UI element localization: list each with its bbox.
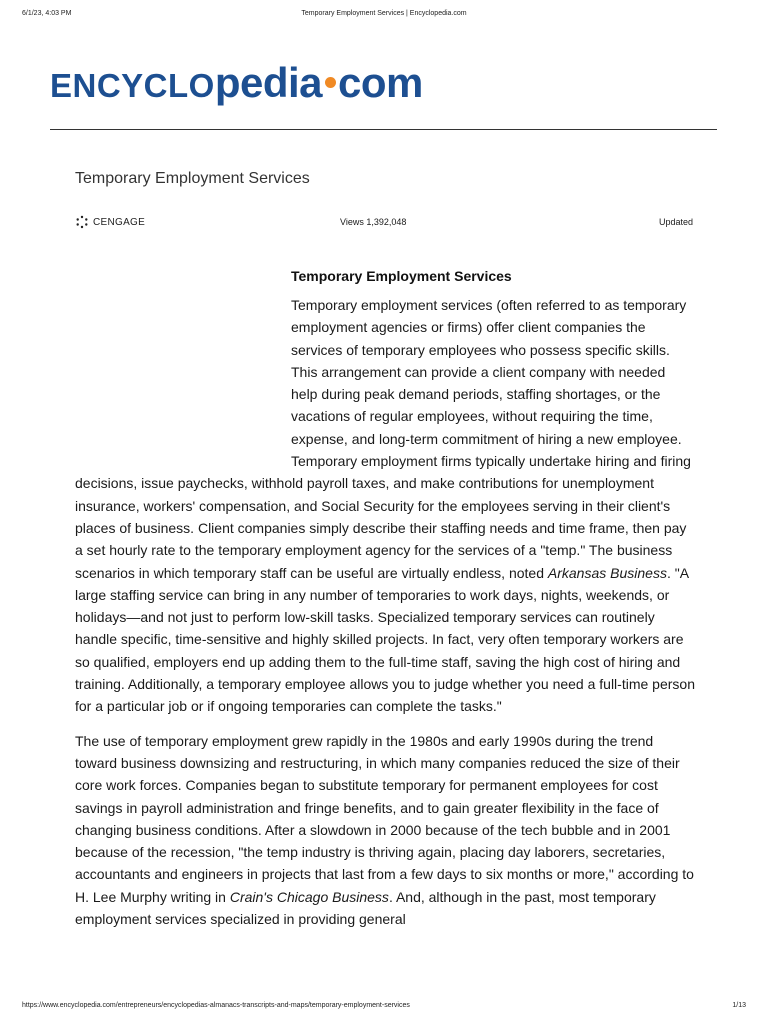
source-label: CENGAGE [93, 216, 146, 228]
print-footer [22, 1002, 746, 1009]
logo-text-encyclo: ENCYCLO [50, 67, 215, 104]
page-title: Temporary Employment Services [75, 170, 310, 187]
ad-placeholder [75, 294, 285, 470]
page-url[interactable]: https://www.encyclopedia.com/entrepreneurs/encyclopedias-almanacs-transcripts-and-maps/temporary-employment-services [22, 1002, 410, 1009]
source-cengage[interactable] [75, 215, 145, 229]
article-heading: Temporary Employment Services [291, 268, 512, 284]
citation-arkansas-business: Arkansas Business [547, 564, 667, 581]
print-header [22, 10, 746, 22]
article-paragraph: The use of temporary employment grew rapidly in the 1980s and early 1990s during the trend toward business downsizing and restructuring, in which many companies reduced the size of their core work forces. Companies began to substitute temporary for permanent employees for cost savings in payroll administration and fringe benefits, and to gain greater flexibility in the face of changing business conditions. After a slowdown in 2000 because of the tech bubble and in 2001 because of the recession, "the temp industry is thriving again, placing day laborers, secretaries, accountants and engineers in projects that last from a few days to six months or more," according to H. Lee Murphy writing in Crain's Chicago Business. And, although in the past, most temporary employment services specialized in providing general [75, 732, 694, 928]
logo-text-pedia: pedia [214, 59, 323, 106]
article-paragraph: Temporary employment services (often referred to as temporary employment agencies or firms) offer client companies the services of temporary employees who possess specific skills. This arrangement can provide a client company with needed help during peak demand periods, staffing shortages, or the vacations of regular employees, without requiring the time, expense, and long-term commitment of hiring a new employee. Temporary employment firms typically undertake hiring and firing decisions, issue paychecks, withhold payroll taxes, and make contributions for unemployment insurance, workers' compensation, and Social Security for the employees serving in their client's places of business. Client companies simply describe their staffing needs and time frame, then pay a set hourly rate to the temporary employment agency for the services of a "temp." The business scenarios in which temporary staff can be useful are virtually endless, noted Arkansas Business. "A large staffing service can bring in any number of temporaries to work days, nights, weekends, or holidays—and not just to perform low-skill tasks. Specialized temporary services can routinely handle specific, time-sensitive and highly skilled projects. In fact, very often temporary workers are so qualified, employers end up adding them to the full-time staff, saving the high cost of hiring and training. Additionally, a temporary employee allows you to judge whether you need a full-time person for a particular job or if ongoing temporaries can complete the tasks." [75, 297, 695, 715]
print-date: 6/1/23, 4:03 PM [22, 10, 72, 17]
logo-dot-icon [325, 77, 336, 88]
print-title: Temporary Employment Services | Encyclopedia.com [301, 10, 467, 17]
article-meta [75, 215, 693, 233]
header-divider [50, 129, 717, 130]
citation-crains-chicago-business: Crain's Chicago Business [229, 888, 389, 905]
cengage-logo-icon [75, 215, 89, 229]
logo-text-com: com [338, 59, 423, 106]
page-number: 1/13 [732, 1002, 746, 1009]
view-count: Views 1,392,048 [340, 217, 407, 227]
updated-label: Updated [658, 217, 693, 227]
article-body [75, 268, 695, 930]
encyclopedia-logo[interactable] [50, 59, 423, 106]
